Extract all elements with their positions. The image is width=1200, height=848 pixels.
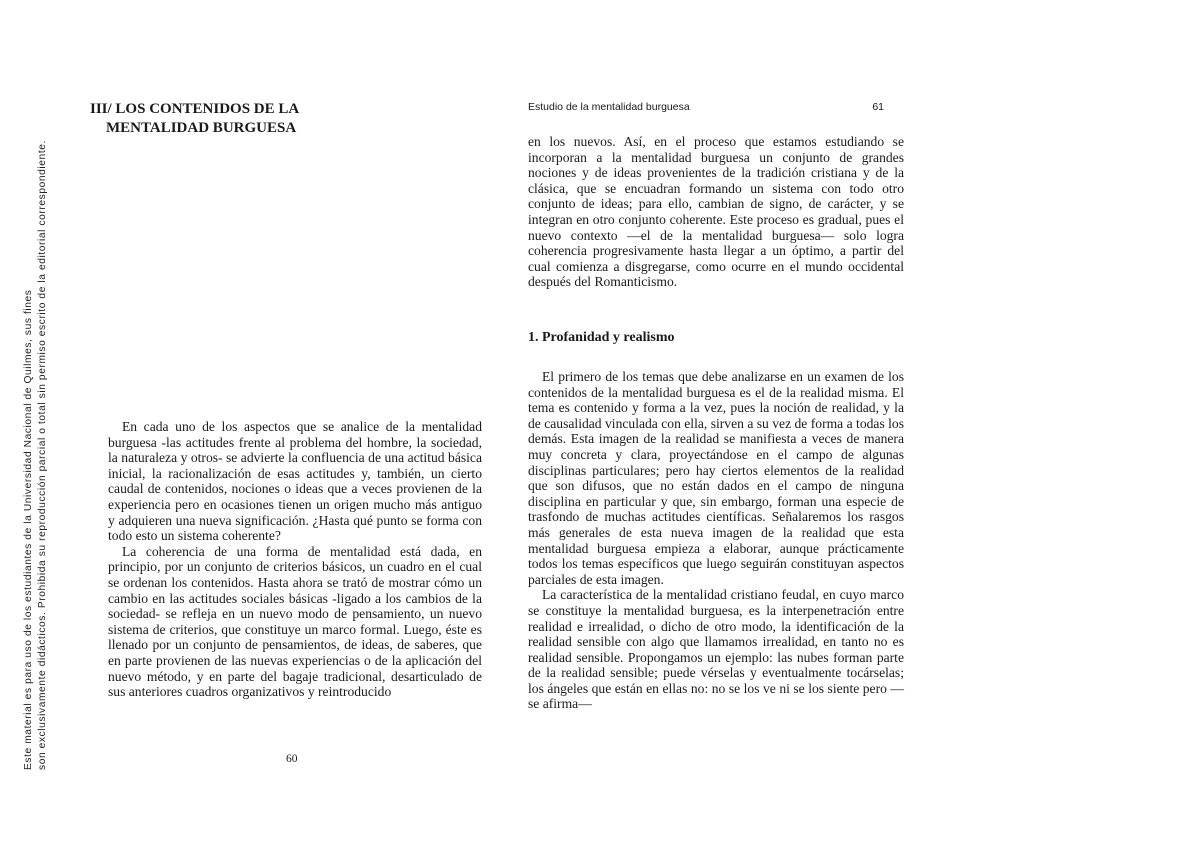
section-heading: 1. Profanidad y realismo [528, 330, 675, 345]
paragraph: en los nuevos. Así, en el proceso que estamos estudiando se incorporan a la mentalidad burguesa un conjunto de grandes nociones y de ideas provenientes de la tradición cristiana y de la clásica, que se encuadran formando un sistema con todo otro conjunto de ideas; para ello, cambian de signo, de carácter, y se integran en otro conjunto coherente. Este proceso es gradual, pues el nuevo contexto —el de la mentalidad burguesa— solo logra coherencia progresivamente hasta llegar a un óptimo, a partir del cual comienza a disgregarse, como ocurre en el mundo occidental después del Romanticismo. [528, 134, 904, 290]
chapter-title [90, 100, 410, 138]
page-number: 60 [286, 753, 298, 765]
paragraph: La coherencia de una forma de mentalidad está dada, en principio, por un conjunto de criterios básicos, un cuadro en el cual se ordenan los contenidos. Hasta ahora se trató de mostrar cómo un cambio en las actitudes sociales básicas -ligado a los cambios de la sociedad- se refleja en un nuevo modo de pensamiento, un nuevo sistema de criterios, que constituye un marco formal. Luego, éste es llenado por un conjunto de pensamientos, de ideas, de saberes, que en parte provienen de las nuevas experiencias o de la aplicación del nuevo método, y en parte del bagaje tradicional, desarticulado de sus anteriores cuadros organizativos y reintroducido [108, 543, 482, 700]
page-number: 61 [872, 101, 884, 113]
continuation-text [528, 134, 904, 290]
paragraph: En cada uno de los aspectos que se analice de la mentalidad burguesa -las actitudes frente al problema del hombre, la sociedad, la naturaleza y otros- se advierte la confluencia de una actitud básica inicial, la racionalización de esas actitudes y, también, un cierto caudal de contenidos, nociones o ideas que a veces provienen de la experiencia pero en ocasiones tienen un origen mucho más antiguo y adquieren una nueva significación. ¿Hasta qué punto se forma con todo esto un sistema coherente? [108, 419, 482, 544]
paragraph: El primero de los temas que debe analizarse en un examen de los contenidos de la mentalidad burguesa es el de la realidad misma. El tema es contenido y forma a la vez, pues la noción de realidad, y la de causalidad vinculada con ella, sirven a su vez de forma a todas los demás. Esta imagen de la realidad se manifiesta a veces de manera muy concreta y clara, proyectándose en el campo de algunas disciplinas particulares; pero hay ciertos elementos de la realidad que son difusos, que no están dados en el campo de ninguna disciplina en particular y que, sin embargo, forman una especie de trasfondo de muchas actitudes científicas. Señalaremos los rasgos más generales de esta nueva imagen de la realidad que esta mentalidad burguesa empieza a elaborar, aunque prácticamente todos los temas específicos que luego seguirán constituyan aspectos parciales de esta imagen. [528, 369, 904, 587]
running-head-title: Estudio de la mentalidad burguesa [528, 101, 690, 113]
copyright-side-notice [22, 70, 50, 770]
chapter-title-line-2: MENTALIDAD BURGUESA [106, 120, 297, 136]
chapter-title-line-1: III/ LOS CONTENIDOS DE LA [90, 101, 300, 117]
copyright-notice-line-2: son exclusivamente didácticos. Prohibida su reproducción parcial o total sin permiso escrito de la editorial correspondiente. [37, 140, 48, 770]
left-page [90, 0, 490, 848]
left-page-body [108, 419, 482, 700]
paragraph: La característica de la mentalidad cristiano feudal, en cuyo marco se constituye la mentalidad burguesa, es la interpenetración entre realidad e irrealidad, o dicho de otro modo, la identificación de la realidad sensible con algo que llamamos irrealidad, en tanto no es realidad sensible. Propongamos un ejemplo: las nubes forman parte de la realidad sensible; puede vérselas y eventualmente tocárselas; los ángeles que están en ellas no: no se los ve ni se los siente pero —se afirma— [528, 587, 904, 712]
right-page-body [528, 369, 904, 712]
right-page [528, 0, 904, 848]
copyright-notice-line-1: Este material es para uso de los estudiantes de la Universidad Nacional de Quilmes, sus fines [23, 289, 34, 770]
